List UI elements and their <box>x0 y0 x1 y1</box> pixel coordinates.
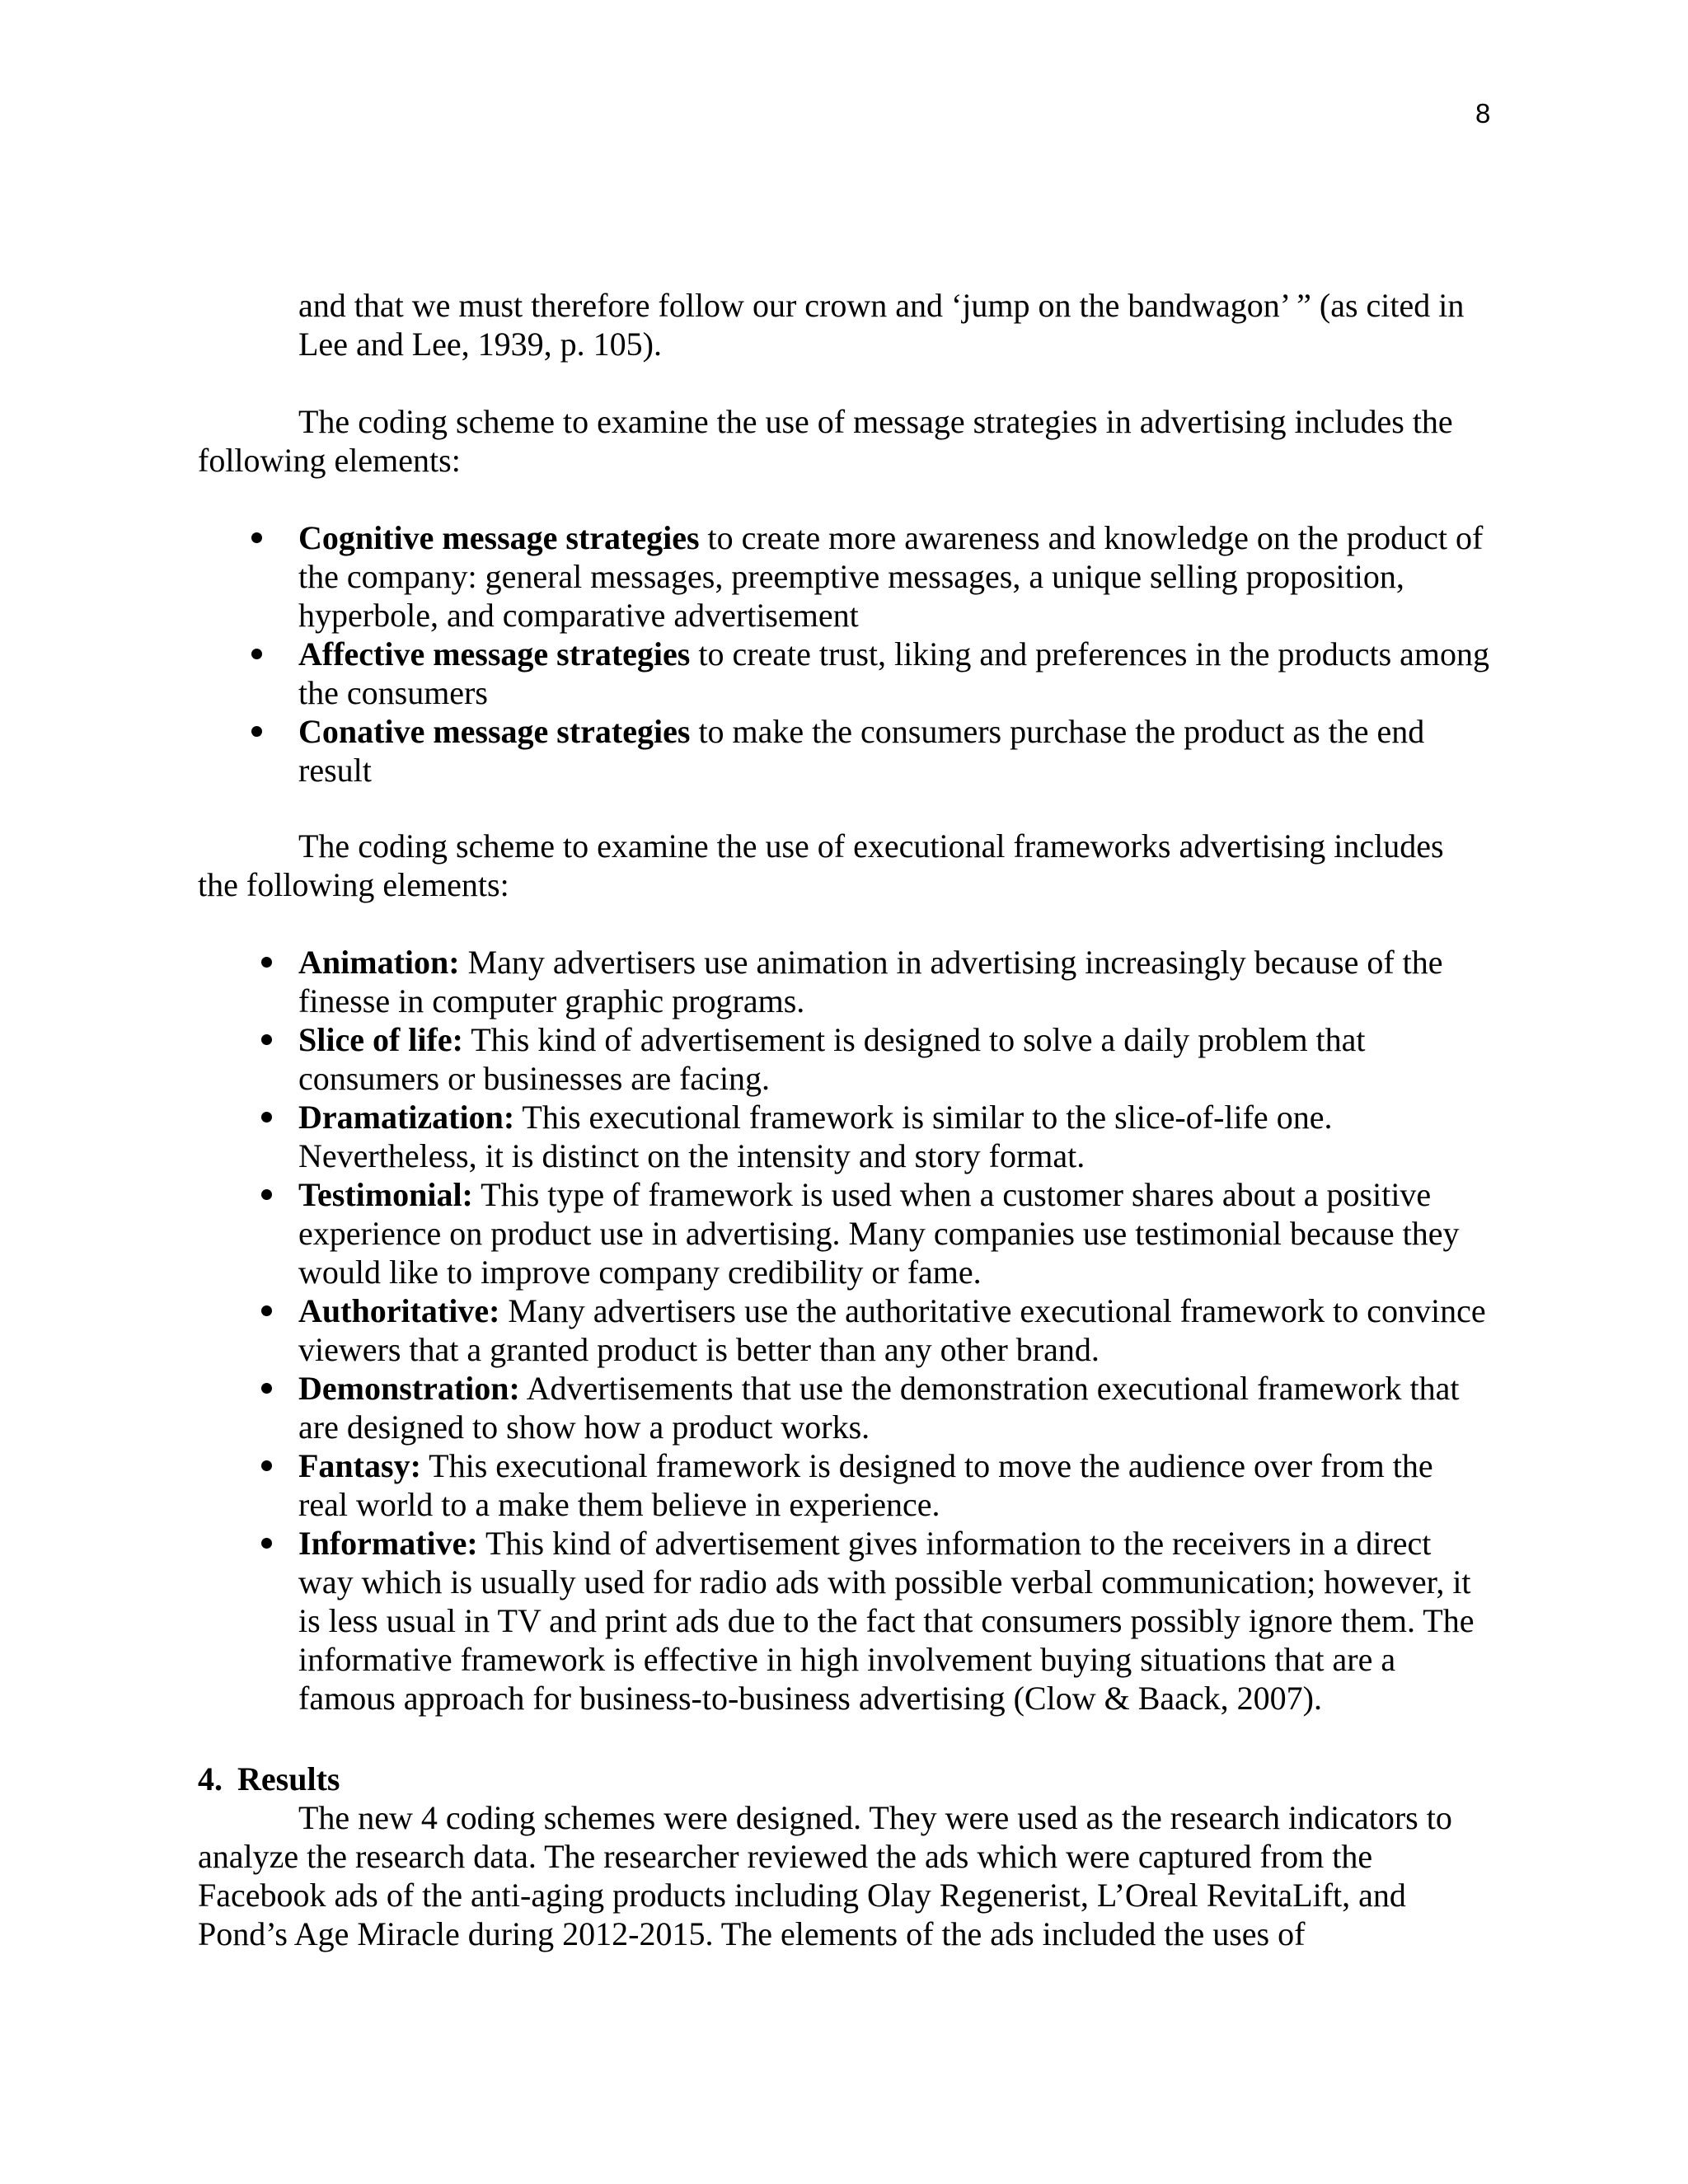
paragraph-executional-frameworks: The coding scheme to examine the use of executional frameworks advertising includes the following elements: <box>198 827 1444 903</box>
item-term: Demonstration: <box>298 1370 520 1407</box>
item-text: This kind of advertisement is designed to solve a daily problem that consumers or businesses are facing. <box>298 1021 1366 1097</box>
list-item <box>298 1175 1489 1291</box>
list-item <box>298 1524 1489 1718</box>
item-term: Dramatization: <box>298 1099 515 1136</box>
section-number: 4. <box>198 1760 223 1797</box>
bullet-icon <box>261 957 272 968</box>
item-term: Animation: <box>298 944 460 981</box>
list-item <box>298 1020 1489 1098</box>
list-item <box>298 518 1489 635</box>
quote-continuation: and that we must therefore follow our crown and ‘jump on the bandwagon’ ” (as cited in Lee and Lee, 1939, p. 105). <box>298 287 1465 363</box>
list-item <box>298 712 1489 790</box>
item-text: Advertisements that use the demonstration executional framework that are designed to show how a product works. <box>298 1370 1460 1446</box>
item-text: to make the consumers purchase the product as the end result <box>298 713 1425 789</box>
paragraph-message-strategies: The coding scheme to examine the use of message strategies in advertising includes the following elements: <box>198 403 1453 479</box>
section-title: Results <box>237 1760 340 1797</box>
item-text: This kind of advertisement gives information to the receivers in a direct way which is usually used for radio ads with possible verbal communication; however, it is less usual in TV and print ads due to the fact that consumers possibly ignore them. The informative framework is effective in high involvement buying situations that are a famous approach for business-to-business advertising (Clow & Baack, 2007). <box>298 1525 1475 1717</box>
item-term: Slice of life: <box>298 1021 463 1058</box>
bullet-icon <box>251 649 262 659</box>
bullet-icon <box>261 1112 272 1122</box>
page-number: 8 <box>1475 98 1491 129</box>
item-text: to create trust, liking and preferences in the products among the consumers <box>298 635 1490 711</box>
executional-frameworks-list <box>298 943 1489 1718</box>
message-strategies-list <box>298 518 1489 790</box>
bullet-icon <box>261 1538 272 1549</box>
item-text: to create more awareness and knowledge on the product of the company: general messages, preemptive messages, a unique selling proposition, hyperbole, and comparative advertisement <box>298 519 1484 634</box>
bullet-icon <box>261 1189 272 1200</box>
list-item <box>298 1291 1489 1369</box>
item-term: Fantasy: <box>298 1447 421 1484</box>
item-term: Cognitive message strategies <box>298 519 700 556</box>
bullet-icon <box>251 532 262 543</box>
bullet-icon <box>261 1460 272 1471</box>
item-text: Many advertisers use animation in advertising increasingly because of the finesse in computer graphic programs. <box>298 944 1443 1019</box>
list-item <box>298 635 1489 712</box>
bullet-icon <box>261 1305 272 1316</box>
list-item <box>298 1369 1489 1446</box>
item-text: This executional framework is designed to move the audience over from the real world to a make them believe in experience. <box>298 1447 1433 1523</box>
item-term: Informative: <box>298 1525 478 1562</box>
item-term: Affective message strategies <box>298 635 691 673</box>
item-text: This executional framework is similar to the slice-of-life one. Nevertheless, it is distinct on the intensity and story format. <box>298 1099 1333 1174</box>
section-heading-results <box>198 1760 340 1798</box>
item-text: Many advertisers use the authoritative executional framework to convince viewers that a granted product is better than any other brand. <box>298 1292 1486 1368</box>
bullet-icon <box>261 1034 272 1045</box>
bullet-icon <box>261 1383 272 1394</box>
list-item <box>298 943 1489 1020</box>
item-term: Testimonial: <box>298 1176 473 1213</box>
list-item <box>298 1446 1489 1524</box>
item-term: Conative message strategies <box>298 713 691 750</box>
bullet-icon <box>251 726 262 737</box>
item-term: Authoritative: <box>298 1292 500 1329</box>
item-text: This type of framework is used when a customer shares about a positive experience on product use in advertising. Many companies use testimonial because they would like to improve company credibility or fame. <box>298 1176 1460 1291</box>
list-item <box>298 1098 1489 1175</box>
results-paragraph: The new 4 coding schemes were designed. They were used as the research indicators to analyze the research data. The researcher reviewed the ads which were captured from the Facebook ads of the anti-aging products including Olay Regenerist, L’Oreal RevitaLift, and Pond’s Age Miracle during 2012-2015. The elements of the ads included the uses of <box>198 1799 1452 1952</box>
